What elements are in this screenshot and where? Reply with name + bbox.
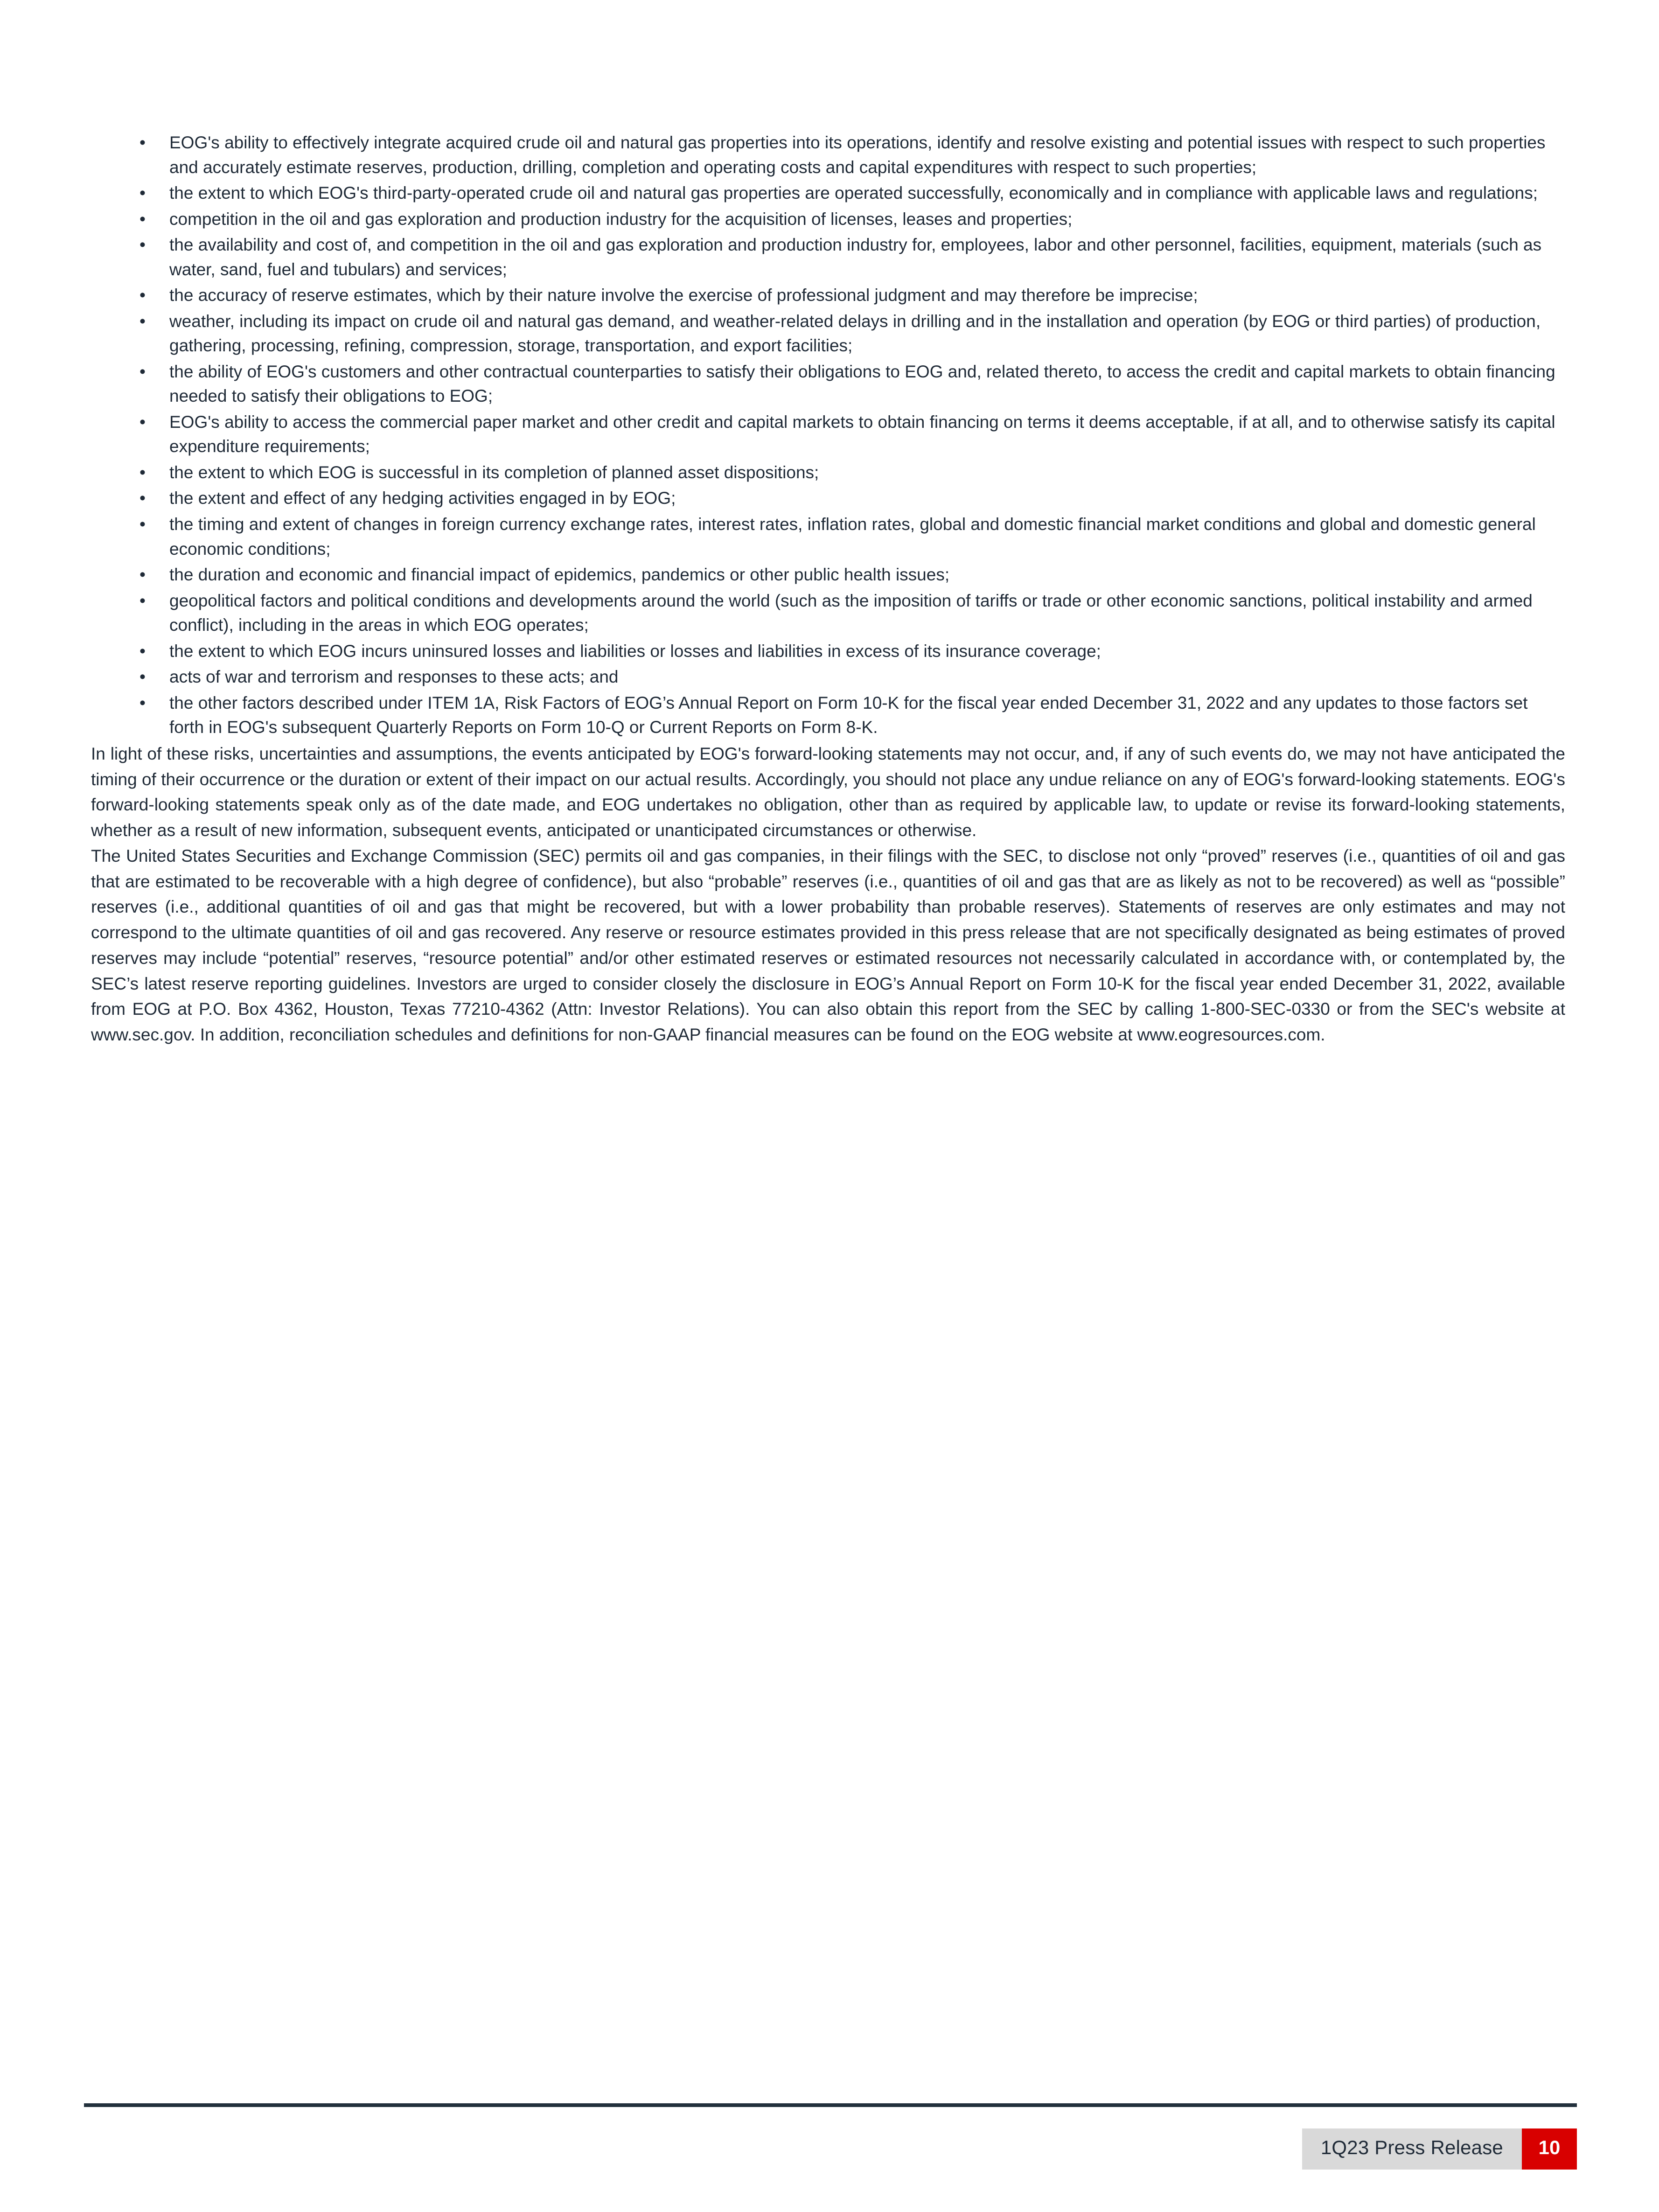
list-item-text: weather, including its impact on crude oil and natural gas demand, and weather-related delays in drilling and in the installation and operation (by EOG or third parties) of production, gathering, processing, refining, compression, storage, transportation, and export facilities;	[169, 311, 1541, 356]
list-item	[91, 181, 1565, 206]
list-item-text: the extent to which EOG incurs uninsured losses and liabilities or losses and liabilities in excess of its insurance coverage;	[169, 641, 1101, 661]
bullet-icon: •	[139, 235, 146, 255]
list-item	[91, 131, 1565, 180]
footer-divider	[84, 2103, 1577, 2107]
forward-looking-statements-paragraph: In light of these risks, uncertainties and assumptions, the events anticipated by EOG's forward-looking statements may not occur, and, if any of such events do, we may not have anticipated the timing of their occurrence or the duration or extent of their impact on our actual results. Accordingly, you should not place any undue reliance on any of EOG's forward-looking statements. EOG's forward-looking statements speak only as of the date made, and EOG undertakes no obligation, other than as required by applicable law, to update or revise its forward-looking statements, whether as a result of new information, subsequent events, anticipated or unanticipated circumstances or otherwise.	[91, 744, 1565, 840]
bullet-icon: •	[139, 565, 146, 585]
list-item-text: the accuracy of reserve estimates, which by their nature involve the exercise of professional judgment and may therefore be imprecise;	[169, 286, 1198, 305]
risk-factor-list	[91, 131, 1565, 740]
bullet-icon: •	[139, 693, 146, 712]
bullet-icon: •	[139, 488, 146, 508]
bullet-icon: •	[139, 209, 146, 229]
list-item	[91, 665, 1565, 690]
list-item	[91, 512, 1565, 561]
bullet-icon: •	[139, 641, 146, 661]
list-item	[91, 639, 1565, 664]
footer	[1302, 2128, 1577, 2170]
list-item	[91, 461, 1565, 485]
page-number-badge: 10	[1522, 2128, 1577, 2170]
list-item-text: the duration and economic and financial impact of epidemics, pandemics or other public health issues;	[169, 565, 950, 585]
list-item	[91, 691, 1565, 740]
list-item-text: the extent to which EOG's third-party-operated crude oil and natural gas properties are operated successfully, economically and in compliance with applicable laws and regulations;	[169, 183, 1538, 203]
bullet-icon: •	[139, 133, 146, 152]
bullet-icon: •	[139, 311, 146, 331]
bullet-icon: •	[139, 462, 146, 482]
list-item-text: the extent to which EOG is successful in its completion of planned asset dispositions;	[169, 462, 819, 482]
list-item	[91, 309, 1565, 358]
list-item-text: the availability and cost of, and competition in the oil and gas exploration and production industry for, employees, labor and other personnel, facilities, equipment, materials (such as water, sand, fuel and tubulars) and services;	[169, 235, 1542, 279]
bullet-icon: •	[139, 591, 146, 610]
list-item-text: competition in the oil and gas exploration and production industry for the acquisition of licenses, leases and properties;	[169, 209, 1073, 229]
list-item	[91, 233, 1565, 282]
bullet-icon: •	[139, 667, 146, 687]
list-item-text: the other factors described under ITEM 1A, Risk Factors of EOG’s Annual Report on Form 10-K for the fiscal year ended December 31, 2022 and any updates to those factors set forth in EOG's subsequent Quarterly Reports on Form 10-Q or Current Reports on Form 8-K.	[169, 693, 1528, 737]
list-item-text: geopolitical factors and political conditions and developments around the world (such as the imposition of tariffs or trade or other economic sanctions, political instability and armed conflict), including in the areas in which EOG operates;	[169, 591, 1533, 635]
bullet-icon: •	[139, 286, 146, 305]
bullet-icon: •	[139, 362, 146, 381]
list-item	[91, 207, 1565, 232]
page-content	[91, 131, 1565, 1048]
list-item	[91, 410, 1565, 459]
sec-disclosure-paragraph: The United States Securities and Exchange Commission (SEC) permits oil and gas companies, in their filings with the SEC, to disclose not only “proved” reserves (i.e., quantities of oil and gas that are estimated to be recoverable with a high degree of confidence), but also “probable” reserves (i.e., quantities of oil and gas that are as likely as not to be recovered) as well as “possible” reserves (i.e., additional quantities of oil and gas that might be recovered, but with a lower probability than probable reserves). Statements of reserves are only estimates and may not correspond to the ultimate quantities of oil and gas recovered. Any reserve or resource estimates provided in this press release that are not specifically designated as being estimates of proved reserves may include “potential” reserves, “resource potential” and/or other estimated reserves or estimated resources not necessarily calculated in accordance with, or contemplated by, the SEC’s latest reserve reporting guidelines. Investors are urged to consider closely the disclosure in EOG’s Annual Report on Form 10-K for the fiscal year ended December 31, 2022, available from EOG at P.O. Box 4362, Houston, Texas 77210-4362 (Attn: Investor Relations). You can also obtain this report from the SEC by calling 1-800-SEC-0330 or from the SEC's website at www.sec.gov. In addition, reconciliation schedules and definitions for non-GAAP financial measures can be found on the EOG website at www.eogresources.com.	[91, 846, 1565, 1044]
bullet-icon: •	[139, 183, 146, 203]
list-item	[91, 283, 1565, 308]
list-item-text: EOG's ability to access the commercial paper market and other credit and capital markets to obtain financing on terms it deems acceptable, if at all, and to otherwise satisfy its capital expenditure requirements;	[169, 412, 1555, 456]
list-item-text: the ability of EOG's customers and other contractual counterparties to satisfy their obligations to EOG and, related thereto, to access the credit and capital markets to obtain financing needed to satisfy their obligations to EOG;	[169, 362, 1555, 406]
bullet-icon: •	[139, 514, 146, 534]
bullet-icon: •	[139, 412, 146, 432]
list-item	[91, 486, 1565, 511]
list-item-text: acts of war and terrorism and responses to these acts; and	[169, 667, 619, 687]
footer-document-label: 1Q23 Press Release	[1302, 2128, 1522, 2170]
list-item	[91, 589, 1565, 638]
list-item	[91, 563, 1565, 587]
list-item-text: the extent and effect of any hedging activities engaged in by EOG;	[169, 488, 676, 508]
list-item	[91, 360, 1565, 409]
list-item-text: EOG's ability to effectively integrate acquired crude oil and natural gas properties into its operations, identify and resolve existing and potential issues with respect to such properties and accurately estimate reserves, production, drilling, completion and operating costs and capital expenditures with respect to such properties;	[169, 133, 1546, 177]
list-item-text: the timing and extent of changes in foreign currency exchange rates, interest rates, inflation rates, global and domestic financial market conditions and global and domestic general economic conditions;	[169, 514, 1536, 558]
